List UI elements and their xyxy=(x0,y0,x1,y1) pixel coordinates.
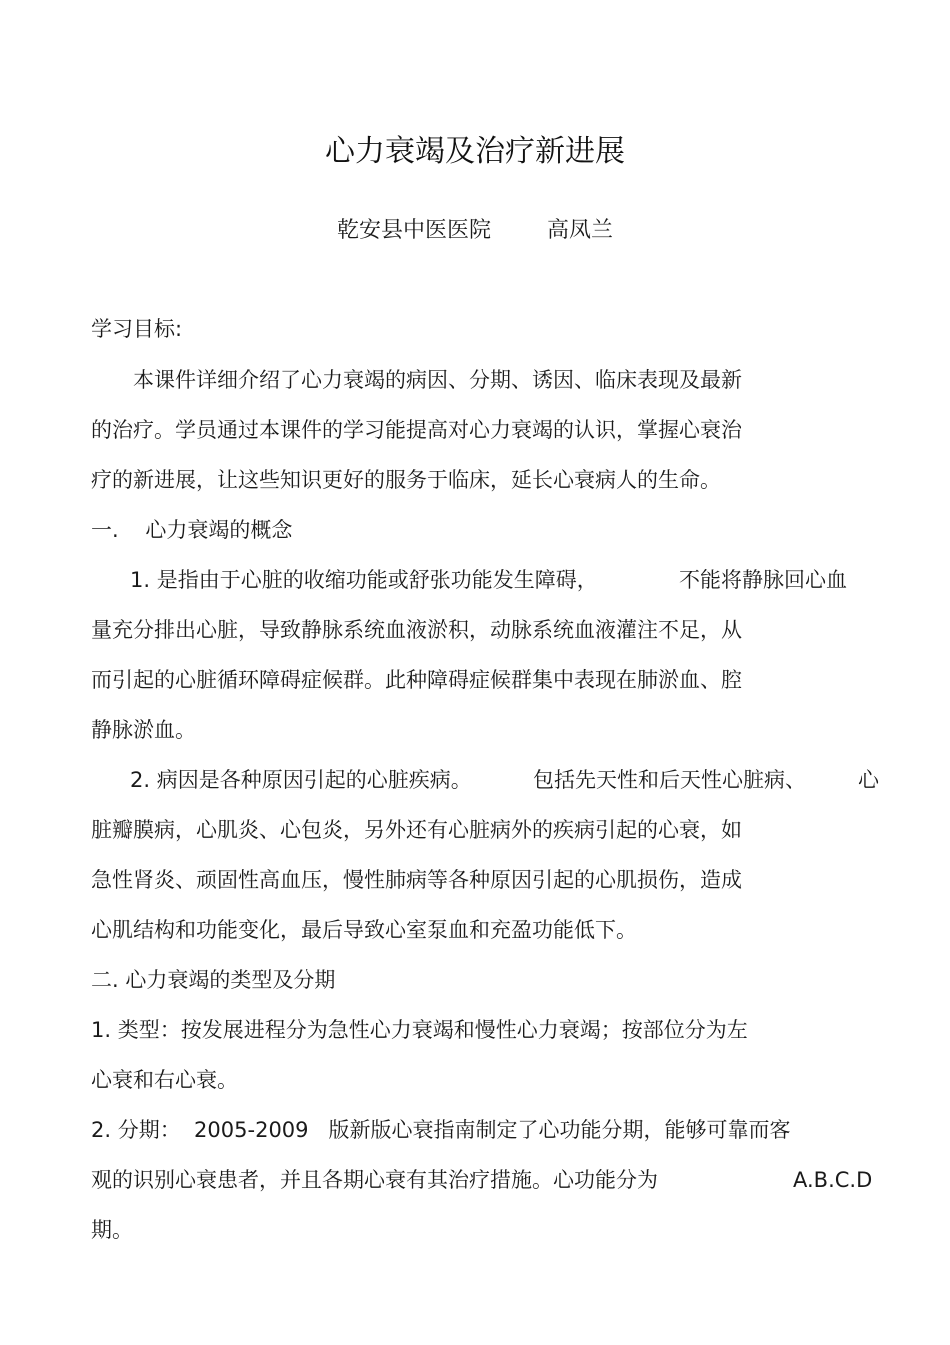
s1-p2-line-4: 心肌结构和功能变化，最后导致心室泵血和充盈功能低下。 xyxy=(91,918,637,942)
s1-p1-line-3: 而引起的心脏循环障碍症候群。此种障碍症候群集中表现在肺淤血、腔 xyxy=(91,668,742,692)
s1-p1-line-2: 量充分排出心脏，导致静脉系统血液淤积，动脉系统血液灌注不足，从 xyxy=(91,618,742,642)
s2-p2-line-3: 期。 xyxy=(91,1218,133,1242)
section-2-heading: 二. 心力衰竭的类型及分期 xyxy=(91,968,336,992)
document-title: 心力衰竭及治疗新进展 xyxy=(325,134,625,169)
s1-p2-line-1: 2. 病因是各种原因引起的心脏疾病。 xyxy=(130,768,472,792)
s2-p2-line-2-tail: A.B.C.D xyxy=(793,1168,873,1192)
intro-line-1: 本课件详细介绍了心力衰竭的病因、分期、诱因、临床表现及最新 xyxy=(133,368,742,392)
learning-goal-label: 学习目标: xyxy=(91,317,183,341)
s1-p2-line-3: 急性肾炎、顽固性高血压，慢性肺病等各种原因引起的心肌损伤，造成 xyxy=(91,868,742,892)
section-1-heading: 一. 心力衰竭的概念 xyxy=(91,518,293,542)
s1-p1-line-1: 1. 是指由于心脏的收缩功能或舒张功能发生障碍， xyxy=(130,568,598,592)
intro-line-2: 的治疗。学员通过本课件的学习能提高对心力衰竭的认识，掌握心衰治 xyxy=(91,418,742,442)
s1-p2-line-1-tail: 心 xyxy=(858,768,879,792)
s2-p2-line-1: 2. 分期： 2005-2009 版新版心衰指南制定了心功能分期，能够可靠而客 xyxy=(91,1118,791,1142)
s2-p1-line-2: 心衰和右心衰。 xyxy=(91,1068,238,1092)
s2-p2-line-2: 观的识别心衰患者，并且各期心衰有其治疗措施。心功能分为 xyxy=(91,1168,658,1192)
s1-p2-line-2: 脏瓣膜病，心肌炎、心包炎，另外还有心脏病外的疾病引起的心衰，如 xyxy=(91,818,742,842)
byline xyxy=(0,214,950,248)
institution-name: 乾安县中医医院 xyxy=(336,218,491,243)
intro-line-3: 疗的新进展，让这些知识更好的服务于临床，延长心衰病人的生命。 xyxy=(91,468,721,492)
author-name: 高凤兰 xyxy=(547,218,614,243)
s1-p1-line-4: 静脉淤血。 xyxy=(91,718,196,742)
s1-p1-line-1-tail: 不能将静脉回心血 xyxy=(679,568,847,592)
s1-p2-line-1-mid: 包括先天性和后天性心脏病、 xyxy=(533,768,806,792)
s2-p1-line-1: 1. 类型：按发展进程分为急性心力衰竭和慢性心力衰竭；按部位分为左 xyxy=(91,1018,748,1042)
